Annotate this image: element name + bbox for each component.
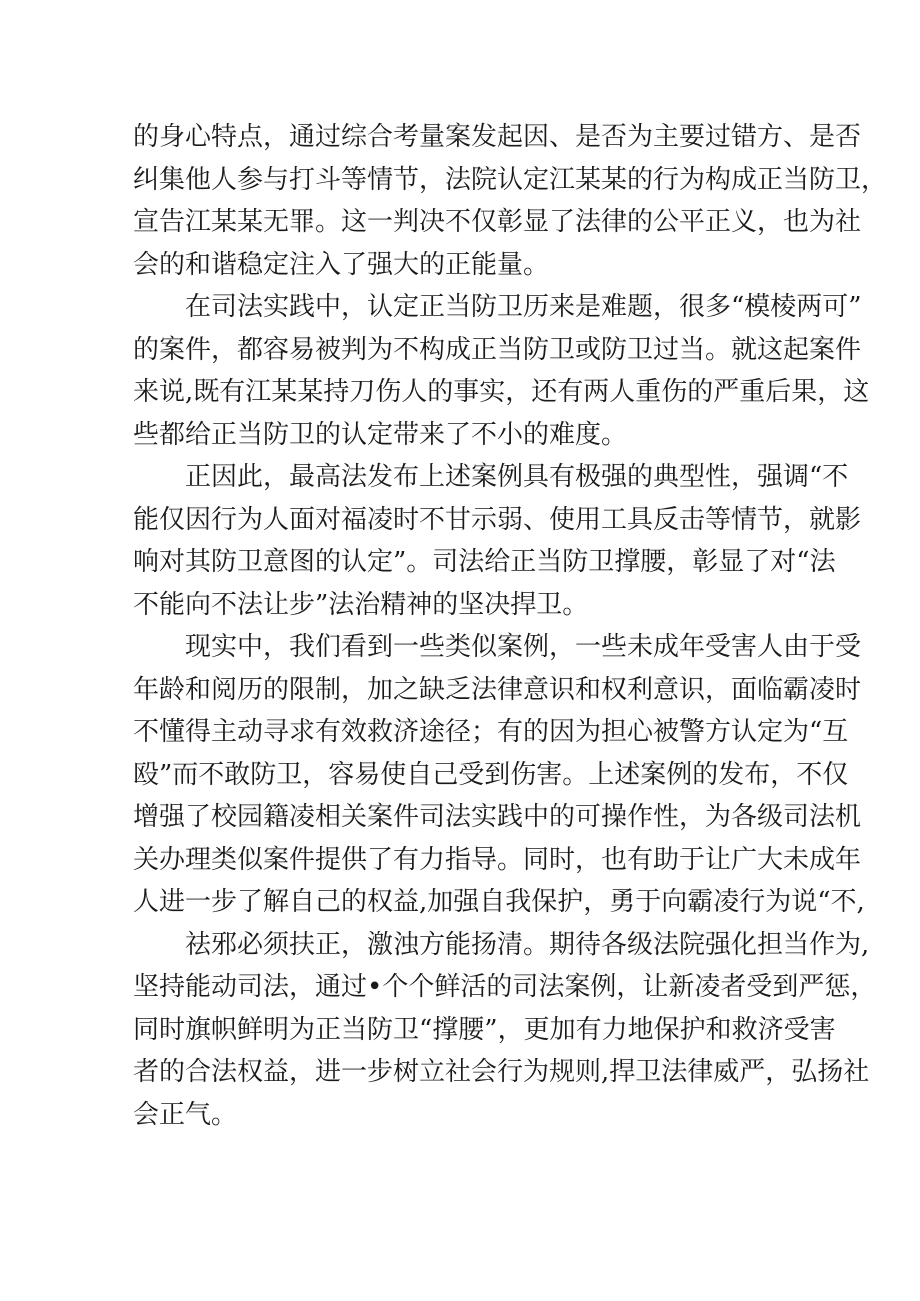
text-line-first: 正因此，最高法发布上述案例具有极强的典型性，强调“不 [185, 462, 849, 492]
text-line: 来说,既有江某某持刀伤人的事实，还有两人重伤的严重后果，这 [133, 377, 870, 407]
text-line-first: 现实中，我们看到一些类似案例，一些未成年受害人由于受 [185, 632, 862, 662]
text-line: 会正气。 [133, 1099, 238, 1130]
paragraph-1 [133, 116, 888, 286]
paragraph-3 [133, 456, 862, 626]
text-line: 纠集他人参与打斗等情节，法院认定江某某的行为构成正当防卫， [133, 164, 888, 195]
article-body [133, 116, 888, 1136]
paragraph-2 [133, 286, 870, 456]
text-line-first: 在司法实践中，认定正当防卫历来是难题，很多“模棱两可” [185, 292, 862, 322]
text-line: 宣告江某某无罪。这一判决不仅彰显了法律的公平正义，也为社 [133, 207, 862, 237]
text-line: 坚持能动司法，通过•个个鲜活的司法案例，让新凌者受到严惩， [133, 972, 877, 1002]
text-line: 殴”而不敢防卫，容易使自己受到伤害。上述案例的发布，不仅 [133, 759, 849, 790]
text-line: 的案件，都容易被判为不构成正当防卫或防卫过当。就这起案件 [133, 334, 862, 365]
paragraph-5 [133, 924, 877, 1137]
text-line: 不能向不法让步”法治精神的坚决捍卫。 [133, 589, 589, 620]
text-line: 增强了校园籍凌相关案件司法实践中的可操作性，为各级司法机 [133, 802, 862, 832]
text-line-first: 祛邪必须扶正，激浊方能扬清。期待各级法院强化担当作为, [185, 929, 870, 960]
text-line: 年龄和阅历的限制，加之缺乏法律意识和权利意识，面临霸凌时 [133, 674, 862, 705]
text-line: 的身心特点，通过综合考量案发起因、是否为主要过错方、是否 [133, 122, 862, 152]
text-line: 能仅因行为人面对福凌时不甘示弱、使用工具反击等情节，就影 [133, 504, 862, 535]
paragraph-4 [133, 626, 865, 924]
text-line: 者的合法权益，进一步树立社会行为规则,捍卫法律威严，弘扬社 [133, 1057, 870, 1087]
text-line: 同时旗帜鲜明为正当防卫“撑腰”，更加有力地保护和救济受害 [133, 1014, 836, 1045]
text-line: 些都给正当防卫的认定带来了不小的难度。 [133, 419, 628, 450]
text-line: 关办理类似案件提供了有力指导。同时，也有助于让广大未成年 [133, 844, 862, 875]
text-line: 响对其防卫意图的认定”。司法给正当防卫撑腰，彰显了对“法 [133, 547, 836, 577]
text-line: 不懂得主动寻求有效救济途径；有的因为担心被警方认定为“互 [133, 717, 849, 747]
text-line: 会的和谐稳定注入了强大的正能量。 [133, 249, 550, 280]
text-line: 人进一步了解自己的权益,加强自我保护，勇于向霸凌行为说“不, [133, 887, 865, 917]
